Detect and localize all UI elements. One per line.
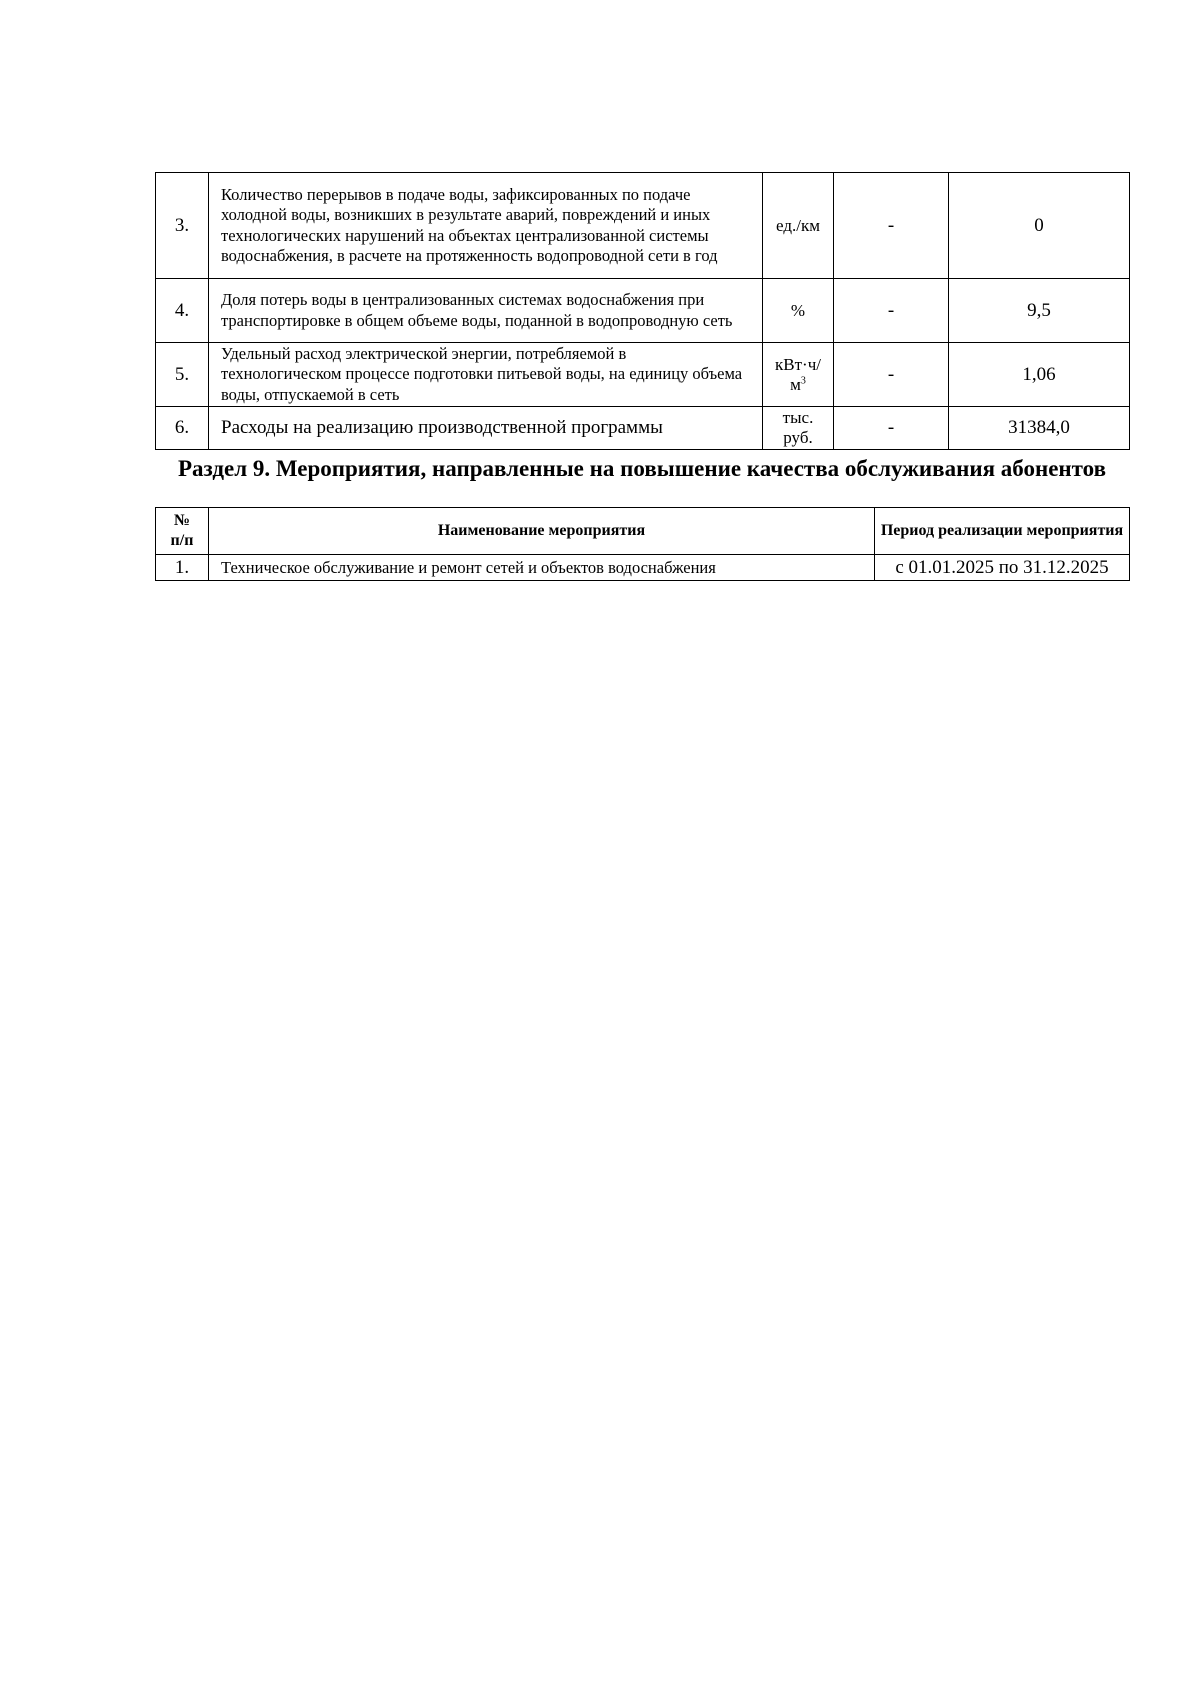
column-header-period: Период реализации мероприятия bbox=[875, 508, 1130, 555]
unit-line-1: тыс. bbox=[782, 408, 814, 427]
table-row bbox=[156, 555, 1130, 581]
indicator-base-value: - bbox=[834, 279, 949, 343]
indicator-unit bbox=[763, 407, 834, 450]
row-number: 5. bbox=[156, 343, 209, 407]
unit-line-2: м bbox=[790, 374, 801, 394]
measure-name: Техническое обслуживание и ремонт сетей и объектов водоснабжения bbox=[209, 555, 875, 581]
indicator-name: Доля потерь воды в централизованных системах водоснабжения при транспортировке в общем объеме воды, поданной в водопроводную сеть bbox=[209, 279, 763, 343]
row-number: 6. bbox=[156, 407, 209, 450]
indicator-unit: ед./км bbox=[763, 173, 834, 279]
indicator-base-value: - bbox=[834, 407, 949, 450]
table-row bbox=[156, 407, 1130, 450]
table-row bbox=[156, 173, 1130, 279]
unit-superscript: 3 bbox=[800, 374, 806, 386]
row-number: 3. bbox=[156, 173, 209, 279]
column-header-name: Наименование мероприятия bbox=[209, 508, 875, 555]
table-header-row bbox=[156, 508, 1130, 555]
indicator-value: 31384,0 bbox=[949, 407, 1130, 450]
indicator-unit: % bbox=[763, 279, 834, 343]
header-num-line-2: п/п bbox=[170, 532, 194, 549]
indicator-name: Количество перерывов в подаче воды, зафиксированных по подаче холодной воды, возникших в результате аварий, повреждений и иных технологических нарушений на объектах централизованной системы водоснабжения, в расчете на протяженность водопроводной сети в год bbox=[209, 173, 763, 279]
unit-line-1: кВт·ч/ bbox=[775, 354, 821, 374]
unit-line-2: руб. bbox=[783, 428, 813, 447]
indicator-name: Удельный расход электрической энергии, потребляемой в технологическом процессе подготовки питьевой воды, на единицу объема воды, отпускаемой в сеть bbox=[209, 343, 763, 407]
indicator-value: 9,5 bbox=[949, 279, 1130, 343]
indicators-table bbox=[155, 172, 1130, 450]
section-title: Раздел 9. Мероприятия, направленные на повышение качества обслуживания абонентов bbox=[177, 456, 1107, 481]
indicator-base-value: - bbox=[834, 173, 949, 279]
measure-period: с 01.01.2025 по 31.12.2025 bbox=[875, 555, 1130, 581]
indicator-value: 0 bbox=[949, 173, 1130, 279]
indicator-name: Расходы на реализацию производственной программы bbox=[209, 407, 763, 450]
indicator-base-value: - bbox=[834, 343, 949, 407]
row-number: 1. bbox=[156, 555, 209, 581]
indicator-value: 1,06 bbox=[949, 343, 1130, 407]
measures-table bbox=[155, 507, 1130, 581]
indicator-unit bbox=[763, 343, 834, 407]
header-num-line-1: № bbox=[173, 512, 191, 529]
row-number: 4. bbox=[156, 279, 209, 343]
column-header-number bbox=[156, 508, 209, 555]
table-row bbox=[156, 343, 1130, 407]
table-row bbox=[156, 279, 1130, 343]
